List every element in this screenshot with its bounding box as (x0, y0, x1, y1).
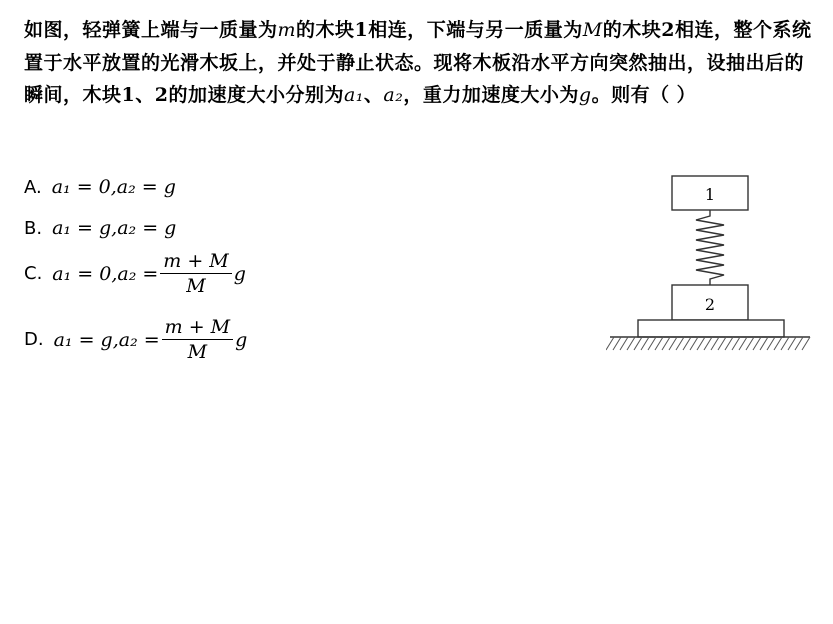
text-segment: 、 (363, 84, 384, 106)
hatch-line (690, 337, 698, 350)
wooden-board (638, 320, 784, 337)
option-expression: a₁ = 0,a₂ = (52, 262, 159, 285)
hatch-line (718, 337, 726, 350)
option-letter: C. (24, 263, 43, 284)
text-segment: 的木块1相连，下端与另一质量为 (296, 19, 583, 41)
hatch-line (697, 337, 705, 350)
fraction-denominator: M (187, 341, 208, 363)
hatch-line (669, 337, 677, 350)
hatch-line (802, 337, 810, 350)
spring-blocks-diagram (606, 170, 816, 356)
spring (696, 210, 724, 285)
hatch-line (774, 337, 782, 350)
hatch-line (641, 337, 649, 350)
option-expression: a₁ = 0,a₂ = g (51, 176, 176, 198)
hatch-line (781, 337, 789, 350)
math-symbol: a₂ (383, 84, 404, 106)
option-expression: a₁ = g,a₂ = (53, 328, 160, 351)
hatch-line (676, 337, 684, 350)
block-1-label: 1 (704, 185, 716, 204)
option-letter: A. (24, 176, 42, 198)
fraction-numerator: m + M (162, 316, 233, 340)
math-symbol: M (582, 19, 603, 41)
hatch-line (760, 337, 768, 350)
hatch-line (711, 337, 719, 350)
math-symbol: a₁ (343, 84, 364, 106)
hatch-line (732, 337, 740, 350)
text-segment: 的木块2相连，整个系统置于水平放置的光滑木坂上，并处于静止状态。现将木板沿水平方向突然抽出，设抽出后的瞬间，木块1、2的加速度大小分别为 (24, 19, 812, 106)
option-b[interactable] (24, 217, 176, 239)
hatch-line (753, 337, 761, 350)
option-d[interactable] (24, 316, 247, 363)
option-letter: D. (24, 329, 44, 350)
hatch-line (739, 337, 747, 350)
hatch-line (627, 337, 635, 350)
ground-hatching (606, 337, 810, 350)
fraction (162, 316, 233, 363)
text-segment: 。则有（ ） (591, 84, 697, 106)
hatch-line (788, 337, 796, 350)
block-2-label: 2 (704, 295, 716, 314)
hatch-line (648, 337, 656, 350)
hatch-line (683, 337, 691, 350)
hatch-line (704, 337, 712, 350)
option-c[interactable] (24, 250, 246, 297)
hatch-line (746, 337, 754, 350)
text-segment: 如图，轻弹簧上端与一质量为 (24, 19, 278, 41)
text-segment: ，重力加速度大小为 (403, 84, 579, 106)
option-letter: B. (24, 217, 43, 239)
hatch-line (725, 337, 733, 350)
question-text (24, 14, 814, 112)
hatch-line (634, 337, 642, 350)
fraction (160, 250, 231, 297)
option-expression: a₁ = g,a₂ = g (52, 217, 177, 239)
hatch-line (620, 337, 628, 350)
fraction-denominator: M (186, 275, 206, 297)
hatch-line (613, 337, 621, 350)
fraction-suffix: g (233, 262, 246, 285)
hatch-line (767, 337, 775, 350)
hatch-line (606, 337, 614, 350)
math-symbol: m (277, 19, 297, 41)
hatch-line (662, 337, 670, 350)
math-symbol: g (578, 84, 592, 106)
option-a[interactable] (24, 176, 176, 198)
hatch-line (655, 337, 663, 350)
fraction-suffix: g (235, 328, 248, 351)
fraction-numerator: m + M (160, 250, 231, 274)
hatch-line (795, 337, 803, 350)
